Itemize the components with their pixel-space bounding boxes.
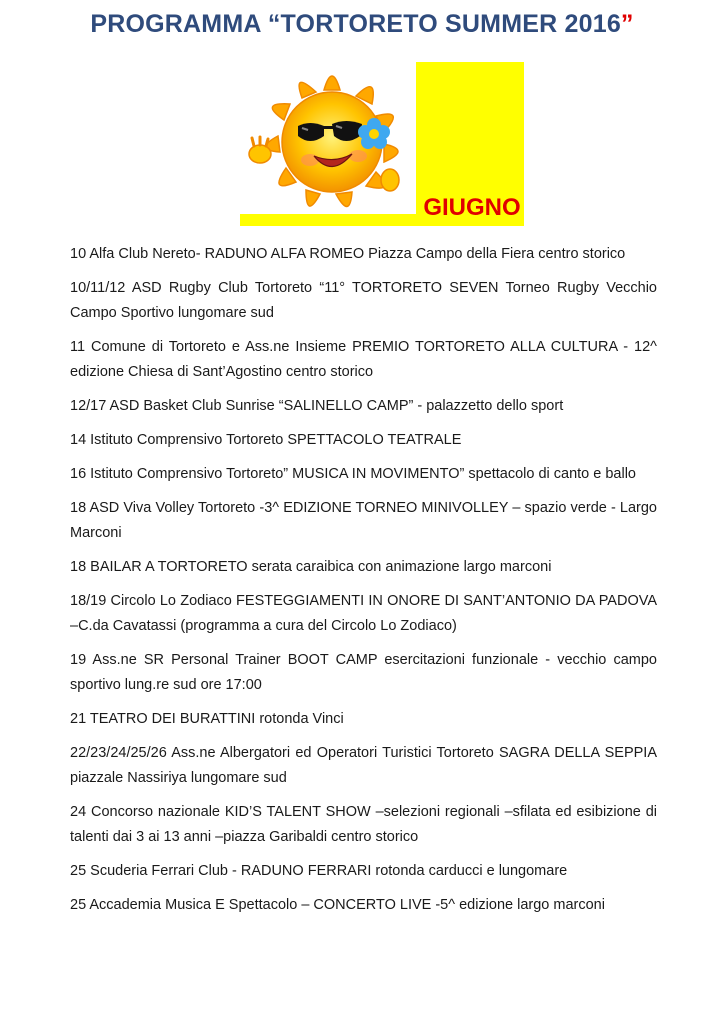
event-list (70, 242, 657, 927)
event-item: 18 ASD Viva Volley Tortoreto -3^ EDIZIONE TORNEO MINIVOLLEY – spazio verde - Largo Marconi (70, 500, 657, 541)
event-item: 12/17 ASD Basket Club Sunrise “SALINELLO CAMP” - palazzetto dello sport (70, 398, 564, 414)
event-item: 16 Istituto Comprensivo Tortoreto” MUSICA IN MOVIMENTO” spettacolo di canto e ballo (70, 466, 636, 482)
title-closing-quote: ” (620, 10, 634, 38)
event-item: 18/19 Circolo Lo Zodiaco FESTEGGIAMENTI IN ONORE DI SANT’ANTONIO DA PADOVA –C.da Cavatassi (programma a cura del Circolo Lo Zodiaco) (70, 593, 657, 634)
page-title-text: PROGRAMMA “TORTORETO SUMMER 2016 (90, 10, 621, 38)
event-item: 11 Comune di Tortoreto e Ass.ne Insieme PREMIO TORTORETO ALLA CULTURA - 12^ edizione Chiesa di Sant’Agostino centro storico (70, 339, 657, 380)
page-title (0, 10, 724, 39)
event-item: 21 TEATRO DEI BURATTINI rotonda Vinci (70, 711, 344, 727)
month-label: GIUGNO (423, 194, 521, 221)
event-item: 24 Concorso nazionale KID’S TALENT SHOW –selezioni regionali –sfilata ed esibizione di talenti dai 3 ai 13 anni –piazza Garibaldi centro storico (70, 804, 657, 845)
event-item: 14 Istituto Comprensivo Tortoreto SPETTACOLO TEATRALE (70, 432, 462, 448)
month-banner (240, 62, 524, 226)
event-item: 18 BAILAR A TORTORETO serata caraibica con animazione largo marconi (70, 559, 552, 575)
event-item: 25 Scuderia Ferrari Club - RADUNO FERRARI rotonda carducci e lungomare (70, 863, 568, 879)
event-item: 25 Accademia Musica E Spettacolo – CONCERTO LIVE -5^ edizione largo marconi (70, 897, 605, 913)
event-item: 10 Alfa Club Nereto- RADUNO ALFA ROMEO Piazza Campo della Fiera centro storico (70, 246, 626, 262)
event-item: 10/11/12 ASD Rugby Club Tortoreto “11° TORTORETO SEVEN Torneo Rugby Vecchio Campo Sportivo lungomare sud (70, 280, 657, 321)
event-item: 19 Ass.ne SR Personal Trainer BOOT CAMP esercitazioni funzionale - vecchio campo sportivo lung.re sud ore 17:00 (70, 652, 657, 693)
event-item: 22/23/24/25/26 Ass.ne Albergatori ed Operatori Turistici Tortoreto SAGRA DELLA SEPPIA piazzale Nassiriya lungomare sud (70, 745, 657, 786)
cartoon-sun-with-sunglasses-and-flower-icon (240, 62, 420, 222)
